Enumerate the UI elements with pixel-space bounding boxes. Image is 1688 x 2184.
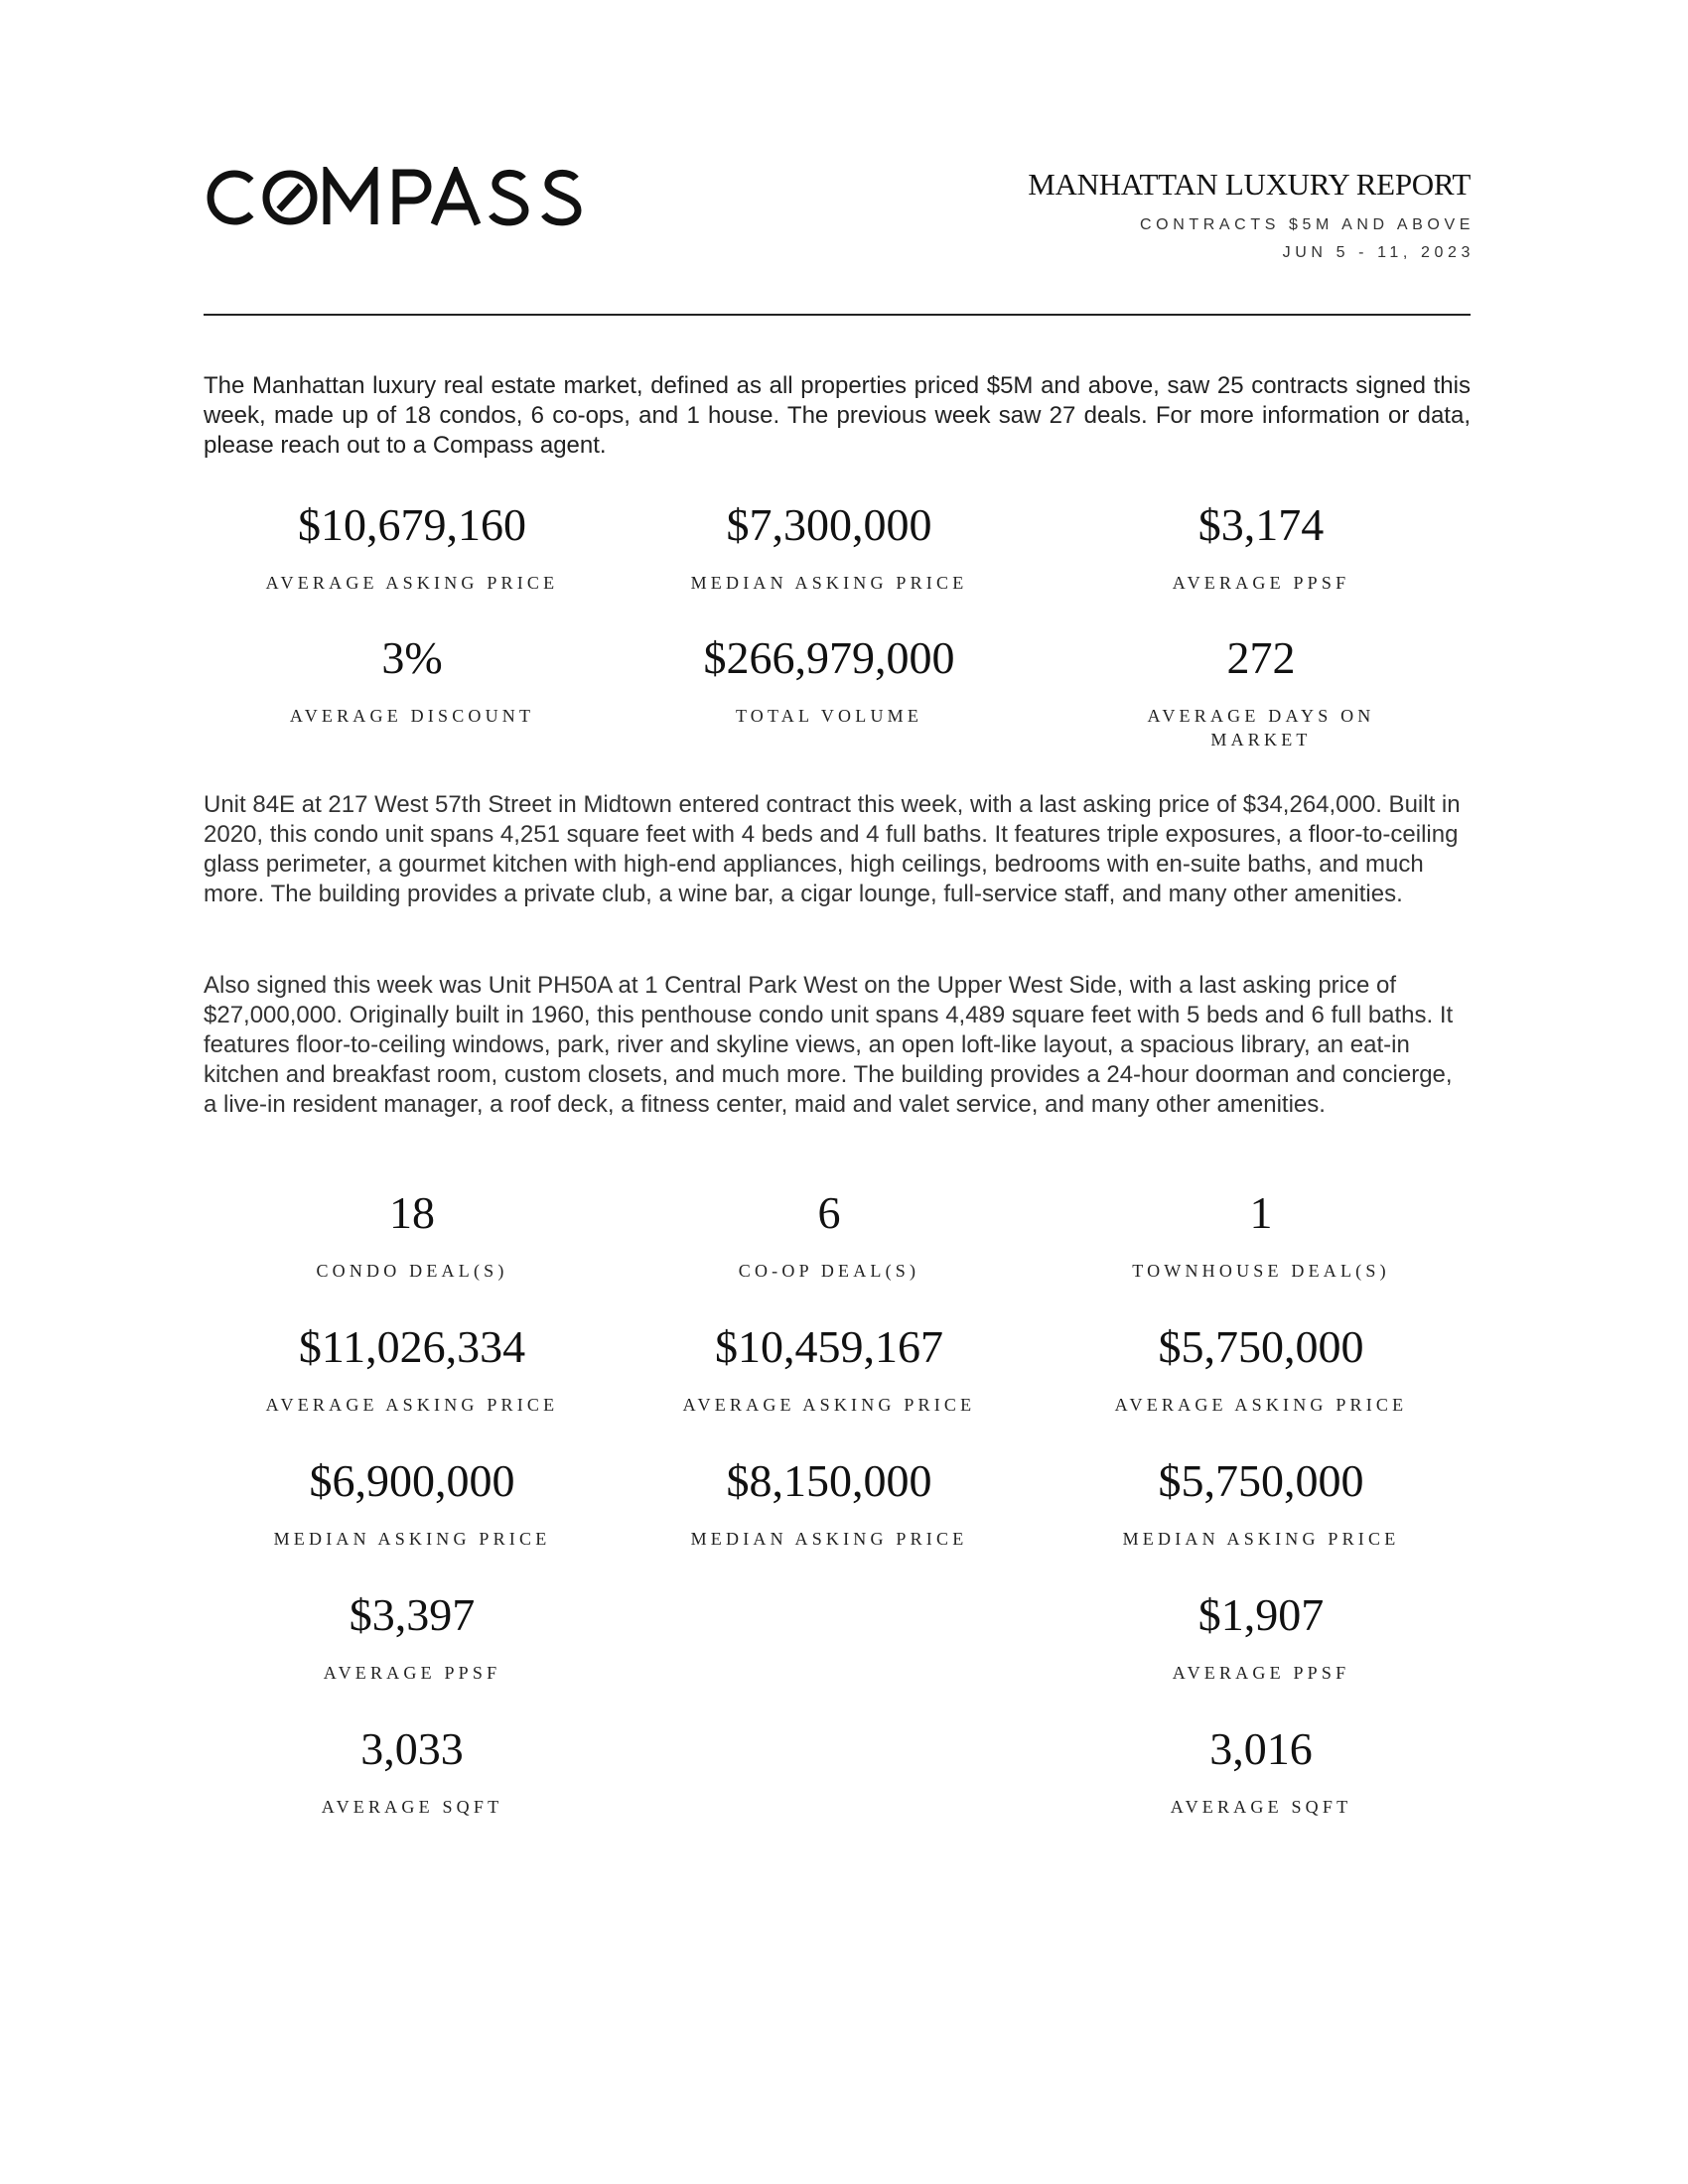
townhouse-deals: [1043, 1187, 1479, 1283]
stat-label: AVERAGE ASKING PRICE: [682, 1395, 976, 1415]
stat-median-asking-price: [611, 499, 1048, 595]
stat-label: AVERAGE PPSF: [1172, 1663, 1350, 1683]
stat-value: $3,397: [349, 1589, 476, 1640]
stat-label: CONDO DEAL(S): [316, 1261, 508, 1281]
condo-average-sqft: [194, 1723, 631, 1819]
compass-logo: [204, 167, 591, 228]
stat-value: $10,679,160: [298, 499, 526, 550]
condo-average-ppsf: [194, 1589, 631, 1685]
stat-value: $8,150,000: [726, 1455, 932, 1506]
stat-value: $266,979,000: [703, 632, 955, 683]
stat-value: $11,026,334: [298, 1321, 526, 1372]
header-divider: [204, 314, 1471, 316]
stat-label: AVERAGE DISCOUNT: [289, 706, 535, 726]
stat-label: AVERAGE SQFT: [321, 1797, 503, 1817]
stat-label: AVERAGE SQFT: [1170, 1797, 1352, 1817]
townhouse-average-sqft: [1043, 1723, 1479, 1819]
report-date-range: JUN 5 - 11, 2023: [1282, 244, 1475, 261]
stat-value: 3%: [381, 632, 443, 683]
stat-total-volume: [611, 632, 1048, 728]
stat-value: 3,016: [1209, 1723, 1313, 1774]
stat-average-ppsf: [1043, 499, 1479, 595]
stat-average-discount: [194, 632, 631, 728]
stat-label: MEDIAN ASKING PRICE: [690, 573, 968, 593]
stat-label: MEDIAN ASKING PRICE: [690, 1529, 968, 1549]
stat-label: CO-OP DEAL(S): [738, 1261, 920, 1281]
townhouse-average-ppsf: [1043, 1589, 1479, 1685]
stat-value: 272: [1226, 632, 1296, 683]
stat-label: TOWNHOUSE DEAL(S): [1132, 1261, 1390, 1281]
coop-median-asking-price: [611, 1455, 1048, 1551]
stat-value: $6,900,000: [309, 1455, 515, 1506]
stat-average-asking-price: [194, 499, 631, 595]
report-title: MANHATTAN LUXURY REPORT: [1028, 167, 1471, 202]
stat-value: $5,750,000: [1158, 1321, 1364, 1372]
condo-median-asking-price: [194, 1455, 631, 1551]
coop-deals: [611, 1187, 1048, 1283]
stat-value: $5,750,000: [1158, 1455, 1364, 1506]
stat-value: 3,033: [360, 1723, 464, 1774]
townhouse-average-asking-price: [1043, 1321, 1479, 1417]
stat-label: AVERAGE PPSF: [1172, 573, 1350, 593]
stat-label: AVERAGE DAYS ON MARKET: [1147, 706, 1375, 750]
townhouse-median-asking-price: [1043, 1455, 1479, 1551]
stat-value: $10,459,167: [715, 1321, 943, 1372]
stat-average-days-on-market: [1112, 632, 1410, 751]
stat-value: 18: [389, 1187, 435, 1238]
stat-value: 1: [1249, 1187, 1273, 1238]
stat-value: $1,907: [1197, 1589, 1325, 1640]
stat-value: 6: [817, 1187, 841, 1238]
stat-label: AVERAGE PPSF: [323, 1663, 501, 1683]
condo-deals: [194, 1187, 631, 1283]
highlight-paragraph-1: Unit 84E at 217 West 57th Street in Midtown entered contract this week, with a last asking price of $34,264,000. Built in 2020, this condo unit spans 4,251 square feet with 4 beds and 4 full baths. It features triple exposures, a floor-to-ceiling glass perimeter, a gourmet kitchen with high-end appliances, high ceilings, bedrooms with en-suite baths, and much more. The building provides a private club, a wine bar, a cigar lounge, full-service staff, and many other amenities.: [204, 791, 1461, 907]
stat-label: MEDIAN ASKING PRICE: [1122, 1529, 1400, 1549]
report-subtitle: CONTRACTS $5M AND ABOVE: [1140, 216, 1475, 233]
highlight-paragraph-2: Also signed this week was Unit PH50A at 1 Central Park West on the Upper West Side, with a last asking price of $27,000,000. Originally built in 1960, this penthouse condo unit spans 4,489 square feet with 5 beds and 6 full baths. It features floor-to-ceiling windows, park, river and skyline views, an open loft-like layout, a spacious library, an eat-in kitchen and breakfast room, custom closets, and much more. The building provides a 24-hour doorman and concierge, a live-in resident manager, a roof deck, a fitness center, maid and valet service, and many other amenities.: [204, 972, 1454, 1118]
stat-label: TOTAL VOLUME: [735, 706, 923, 726]
stat-label: AVERAGE ASKING PRICE: [265, 573, 559, 593]
stat-label: MEDIAN ASKING PRICE: [273, 1529, 551, 1549]
intro-paragraph: The Manhattan luxury real estate market, defined as all properties priced $5M and above, saw 25 contracts signed this week, made up of 18 condos, 6 co-ops, and 1 house. The previous week saw 27 deals. For more information or data, please reach out to a Compass agent.: [204, 372, 1471, 459]
report-header: [1028, 167, 1475, 262]
stat-label: AVERAGE ASKING PRICE: [265, 1395, 559, 1415]
coop-average-asking-price: [611, 1321, 1048, 1417]
stat-value: $7,300,000: [726, 499, 932, 550]
stat-value: $3,174: [1197, 499, 1325, 550]
condo-average-asking-price: [194, 1321, 631, 1417]
stat-label: AVERAGE ASKING PRICE: [1114, 1395, 1408, 1415]
